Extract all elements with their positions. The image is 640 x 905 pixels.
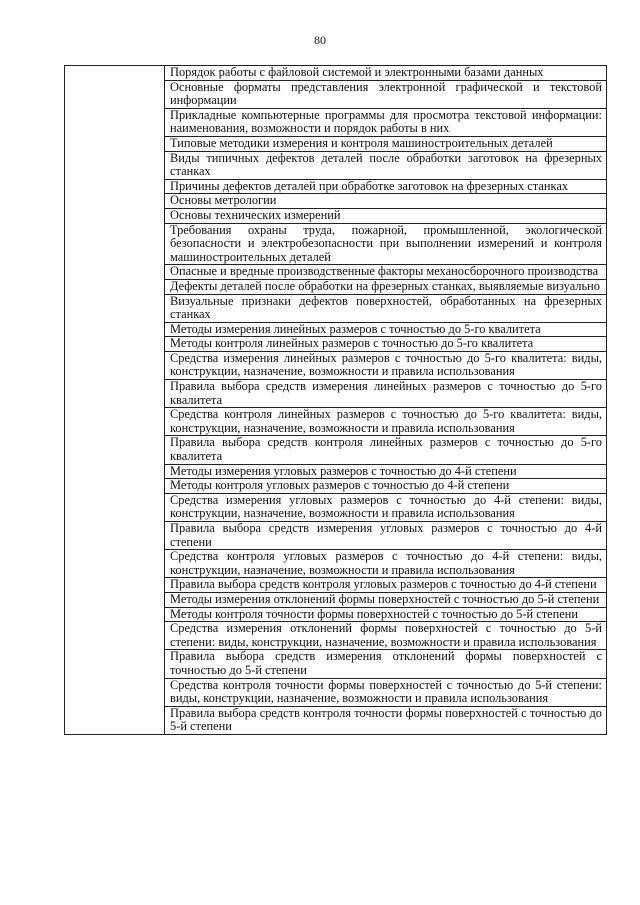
- requirement-text: Причины дефектов деталей при обработке заготовок на фрезерных станках: [165, 179, 607, 194]
- table-body: [65, 66, 607, 735]
- requirement-text: Дефекты деталей после обработки на фрезерных станках, выявляемые визуально: [165, 279, 607, 294]
- requirement-text: Средства контроля угловых размеров с точностью до 4-й степени: виды, конструкции, назначение, возможности и правила использования: [165, 550, 607, 578]
- requirement-text: Правила выбора средств контроля точности формы поверхностей с точностью до 5-й степени: [165, 706, 607, 734]
- requirement-text: Средства контроля точности формы поверхностей с точностью до 5-й степени: виды, конструкции, назначение, возможности и правила использования: [165, 678, 607, 706]
- requirement-text: Методы контроля точности формы поверхностей с точностью до 5-й степени: [165, 607, 607, 622]
- requirements-table: [64, 65, 607, 735]
- requirement-text: Основы метрологии: [165, 194, 607, 209]
- requirement-text: Типовые методики измерения и контроля машиностроительных деталей: [165, 136, 607, 151]
- requirement-text: Средства контроля линейных размеров с точностью до 5-го квалитета: виды, конструкции, назначение, возможности и правила использования: [165, 408, 607, 436]
- requirement-text: Визуальные признаки дефектов поверхностей, обработанных на фрезерных станках: [165, 294, 607, 322]
- requirement-text: Правила выбора средств измерения линейных размеров с точностью до 5-го квалитета: [165, 380, 607, 408]
- requirement-text: Требования охраны труда, пожарной, промышленной, экологической безопасности и электробезопасности при выполнении измерений и контроля машиностроительных деталей: [165, 223, 607, 265]
- requirement-text: Средства измерения отклонений формы поверхностей с точностью до 5-й степени: виды, конструкции, назначение, возможности и правила использования: [165, 622, 607, 650]
- table-row: [65, 66, 607, 81]
- requirement-text: Методы измерения линейных размеров с точностью до 5-го квалитета: [165, 322, 607, 337]
- requirement-text: Виды типичных дефектов деталей после обработки заготовок на фрезерных станках: [165, 151, 607, 179]
- requirement-text: Методы измерения угловых размеров с точностью до 4-й степени: [165, 464, 607, 479]
- requirement-text: Методы контроля линейных размеров с точностью до 5-го квалитета: [165, 337, 607, 352]
- requirement-text: Правила выбора средств контроля линейных размеров с точностью до 5-го квалитета: [165, 436, 607, 464]
- requirement-text: Правила выбора средств контроля угловых размеров с точностью до 4-й степени: [165, 578, 607, 593]
- requirement-text: Прикладные компьютерные программы для просмотра текстовой информации: наименования, возможности и порядок работы в них: [165, 108, 607, 136]
- requirement-text: Порядок работы с файловой системой и электронными базами данных: [165, 66, 607, 81]
- requirement-text: Средства измерения угловых размеров с точностью до 4-й степени: виды, конструкции, назначение, возможности и правила использования: [165, 493, 607, 521]
- requirement-text: Средства измерения линейных размеров с точностью до 5-го квалитета: виды, конструкции, назначение, возможности и правила использования: [165, 351, 607, 379]
- requirement-text: Основные форматы представления электронной графической и текстовой информации: [165, 80, 607, 108]
- requirement-text: Основы технических измерений: [165, 208, 607, 223]
- left-column-cell: [65, 66, 165, 735]
- requirement-text: Правила выбора средств измерения угловых размеров с точностью до 4-й степени: [165, 522, 607, 550]
- requirement-text: Опасные и вредные производственные факторы механосборочного производства: [165, 265, 607, 280]
- requirement-text: Методы измерения отклонений формы поверхностей с точностью до 5-й степени: [165, 592, 607, 607]
- requirement-text: Методы контроля угловых размеров с точностью до 4-й степени: [165, 479, 607, 494]
- page-number: 80: [314, 33, 326, 47]
- requirement-text: Правила выбора средств измерения отклонений формы поверхностей с точностью до 5-й степени: [165, 650, 607, 678]
